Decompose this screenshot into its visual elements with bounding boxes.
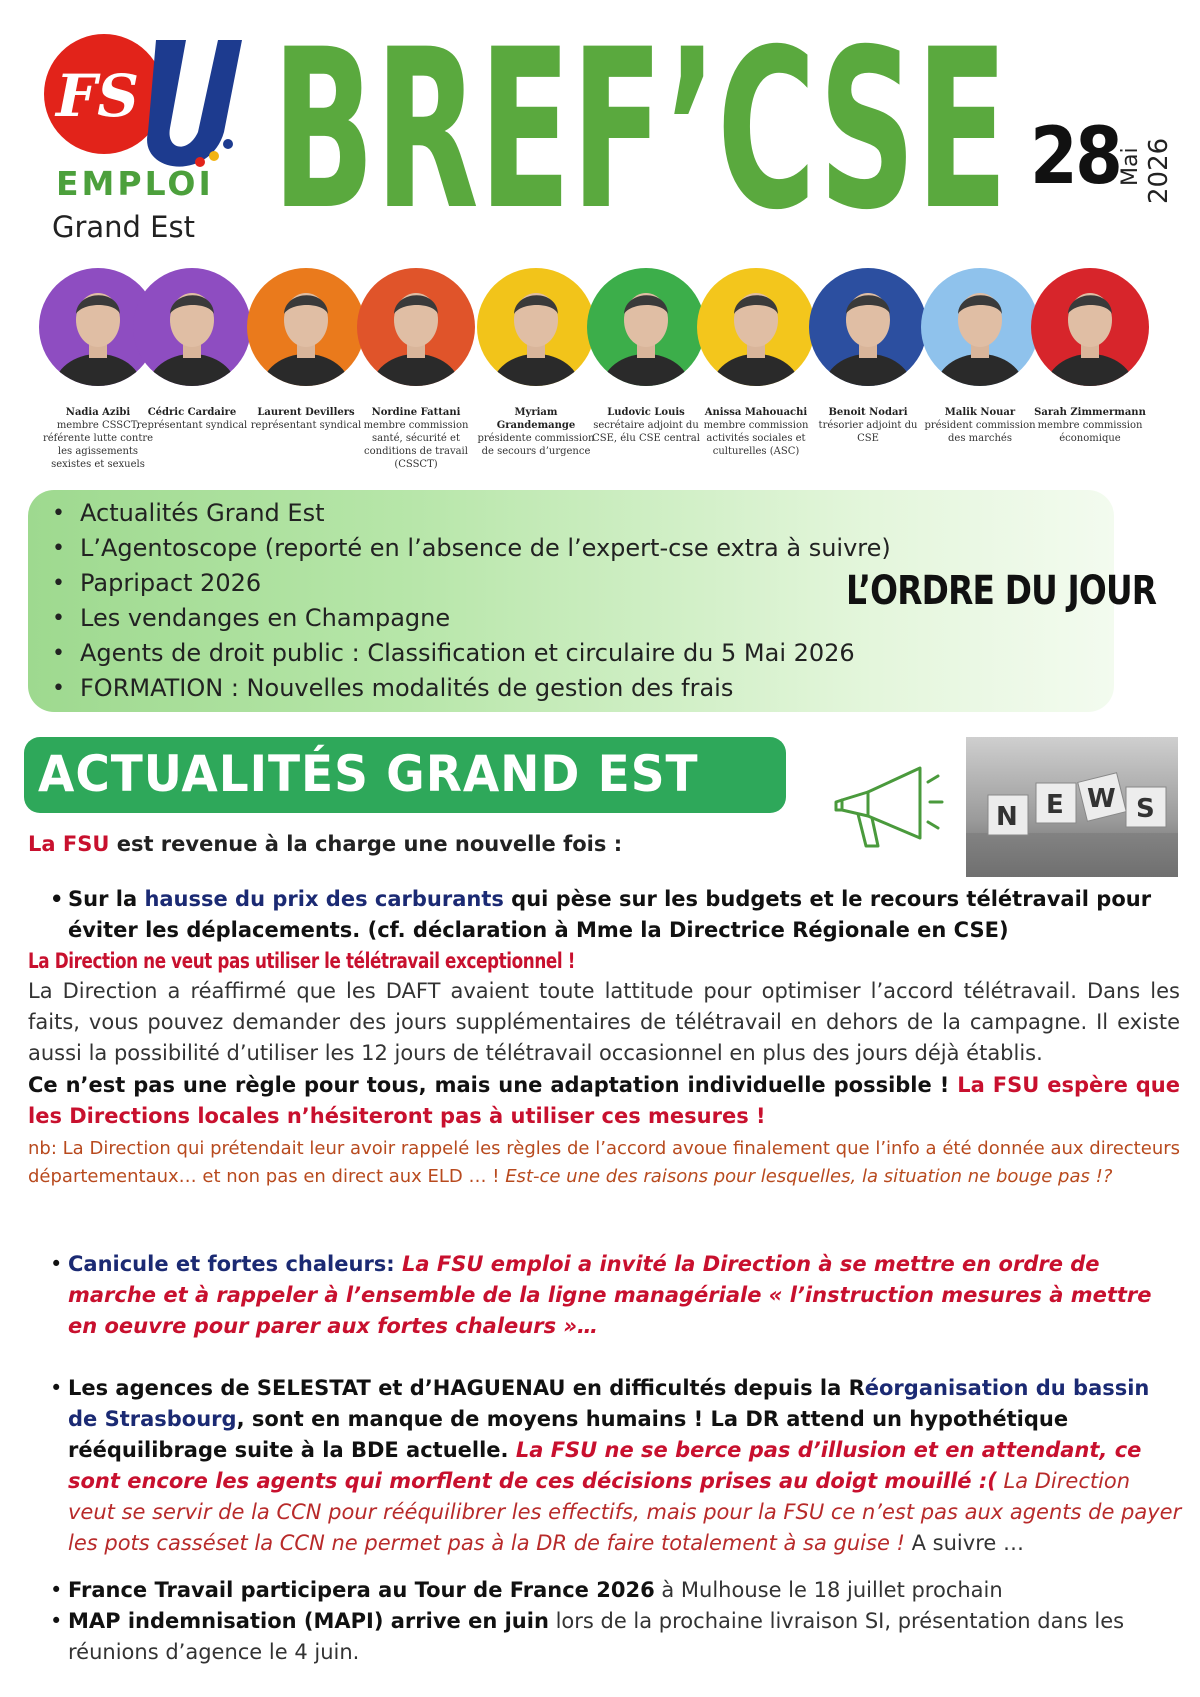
member-name: Laurent Devillers (257, 407, 355, 418)
member-name: Ludovic Louis (607, 407, 685, 418)
agenda-item: • FORMATION : Nouvelles modalités de gestion des frais (52, 671, 1114, 706)
b3-f: A suivre … (904, 1531, 1024, 1555)
b3-d: La FSU ne se berce pas d’illusion et en attendant, ce sont encore les agents qui morflent de ces décisions prises au doigt mouillé :( (68, 1438, 1142, 1493)
telework-conclusion (28, 1070, 1180, 1132)
intro-line (28, 832, 622, 856)
member-name: Nordine Fattani (371, 407, 461, 418)
bullet-agencies (48, 1373, 1182, 1559)
logo-fs-letters: FS (56, 62, 140, 130)
bullet-tour-de-france (48, 1575, 1182, 1606)
member-role: représentant syndical (250, 420, 362, 431)
b1-rest: qui pèse sur les budgets et le recours télétravail pour éviter les déplacements. (cf. déclaration à Mme la Directrice Régionale en CSE) (68, 887, 1152, 942)
b1-pre: Sur la (68, 887, 145, 911)
member-name: Anissa Mahouachi (704, 407, 808, 418)
newsletter-title (272, 26, 1012, 226)
news-cube-letter: N (996, 802, 1018, 832)
p2-black: Ce n’est pas une règle pour tous, mais une adaptation individuelle possible ! (28, 1073, 958, 1097)
member-avatar (477, 268, 595, 386)
member-avatar (697, 268, 815, 386)
b5-rest: lors de la prochaine livraison SI, présentation dans les réunions d’agence le 4 juin. (68, 1609, 1125, 1664)
member-role: membre CSSCT, référente lutte contre les agissements sexistes et sexuels (42, 420, 154, 470)
b4-rest: à Mulhouse le 18 juillet prochain (654, 1578, 1003, 1602)
member-card (1030, 268, 1150, 445)
member-avatar (1031, 268, 1149, 386)
date-day: 28 (1030, 112, 1121, 202)
member-name: Benoit Nodari (828, 407, 908, 418)
b5-bold: MAP indemnisation (MAPI) arrive en juin (68, 1609, 549, 1633)
member-card (920, 268, 1040, 445)
bullet-fuel-prices (48, 884, 1182, 946)
member-name: Cédric Cardaire (147, 407, 237, 418)
b3-c: , sont en manque de moyens humains ! La DR attend un hypothétique rééquilibrage suite à la BDE actuelle. (68, 1407, 1069, 1462)
member-name: Malik Nouar (944, 407, 1016, 418)
member-avatar (809, 268, 927, 386)
agenda-item: • Les vendanges en Champagne (52, 601, 1114, 636)
member-card (476, 268, 596, 458)
section-title: ACTUALITÉS GRAND EST (38, 745, 699, 803)
logo-emploi-text: EMPLOI (56, 164, 214, 203)
b1-highlight: hausse du prix des carburants (144, 887, 504, 911)
nb-plain: nb: La Direction qui prétendait leur avoir rappelé les règles de l’accord avoue finalement que l’info a été donnée aux directeurs départementaux… et non pas en direct aux ELD … ! (28, 1138, 1180, 1187)
member-avatar (247, 268, 365, 386)
logo-region-text: Grand Est (52, 210, 195, 244)
member-card (132, 268, 252, 432)
member-avatar (357, 268, 475, 386)
news-cube-letter: W (1087, 784, 1116, 814)
date-year: 2026 (1144, 137, 1174, 204)
b3-a: Les agences de SELESTAT et d’HAGUENAU en difficultés depuis la R (68, 1376, 865, 1400)
telework-paragraph: La Direction a réaffirmé que les DAFT avaient toute lattitude pour optimiser l’accord télétravail. Dans les faits, vous pouvez demander des jours supplémentaires de télétravail en dehors de la campagne. Il existe aussi la possibilité d’utiliser les 12 jours de télétravail occasionnel en plus des jours déjà établis. (28, 979, 1180, 1065)
member-role: secrétaire adjoint du CSE, élu CSE central (592, 420, 700, 444)
member-role: membre commission activités sociales et culturelles (ASC) (703, 420, 809, 457)
date-month: Mai (1118, 147, 1143, 186)
intro-rest: est revenue à la charge une nouvelle fois : (109, 832, 623, 856)
b2-rest: La FSU emploi a invité la Direction à se mettre en ordre de marche et à rappeler à l’ensemble de la ligne managériale « l’instruction mesures à mettre en oeuvre pour parer aux fortes chaleurs »… (68, 1252, 1152, 1338)
section-banner (24, 737, 786, 813)
member-role: membre commission économique (1037, 420, 1143, 444)
member-card (696, 268, 816, 458)
direction-refusal-heading: La Direction ne veut pas utiliser le télétravail exceptionnel ! (28, 949, 575, 973)
member-name: Sarah Zimmermann (1034, 407, 1146, 418)
fsu-logo-mark (38, 32, 258, 172)
member-avatar (587, 268, 705, 386)
agenda-title: L’ORDRE DU JOUR (846, 568, 1157, 614)
b3-b: éorganisation du bassin de Strasbourg (68, 1376, 1150, 1431)
megaphone-icon (828, 760, 948, 860)
member-role: présidente commission de secours d’urgence (477, 433, 595, 457)
b4-bold: France Travail participera au Tour de France 2026 (68, 1578, 655, 1602)
member-role: trésorier adjoint du CSE (818, 420, 918, 444)
member-role: président commission des marchés (924, 420, 1036, 444)
member-avatar (921, 268, 1039, 386)
fsu-emploi-logo (38, 32, 258, 242)
agenda-box (28, 490, 1157, 712)
news-photo (966, 737, 1178, 877)
member-card (246, 268, 366, 432)
member-name: Nadia Azibi (65, 407, 131, 418)
newsletter-title-text: BREF’CSE (272, 26, 1008, 226)
member-role: membre commission santé, sécurité et conditions de travail (CSSCT) (363, 420, 469, 470)
news-cube-letter: E (1046, 790, 1064, 820)
p2-red: La FSU espère que les Directions locales n’hésiteront pas à utiliser ces mesures ! (28, 1073, 1180, 1128)
member-avatar (133, 268, 251, 386)
agenda-item: • Papripact 2026 (52, 566, 1114, 601)
agenda-item: • Actualités Grand Est (52, 496, 1114, 531)
member-role: représentant syndical (136, 420, 248, 431)
news-cube-letter: S (1136, 794, 1155, 824)
member-name: Myriam Grandemange (496, 407, 576, 431)
member-card (586, 268, 706, 445)
bullet-mapi (48, 1606, 1182, 1668)
member-card (356, 268, 476, 471)
agenda-item: • Agents de droit public : Classification et circulaire du 5 Mai 2026 (52, 636, 1114, 671)
note-paragraph (28, 1135, 1180, 1191)
intro-fsu: La FSU (28, 832, 110, 856)
bullet-heatwave (48, 1249, 1182, 1342)
nb-italic: Est-ce une des raisons pour lesquelles, la situation ne bouge pas !? (505, 1166, 1113, 1187)
agenda-item: • L’Agentoscope (reporté en l’absence de l’expert-cse extra à suivre) (52, 531, 1114, 566)
member-card (808, 268, 928, 445)
b2-lead: Canicule et fortes chaleurs: (68, 1252, 395, 1276)
b3-e: La Direction veut se servir de la CCN pour rééquilibrer les effectifs, mais pour la FSU ce n’est pas aux agents de payer les pots casséset la CCN ne permet pas à la DR de faire totalement à sa guise ! (68, 1469, 1182, 1555)
